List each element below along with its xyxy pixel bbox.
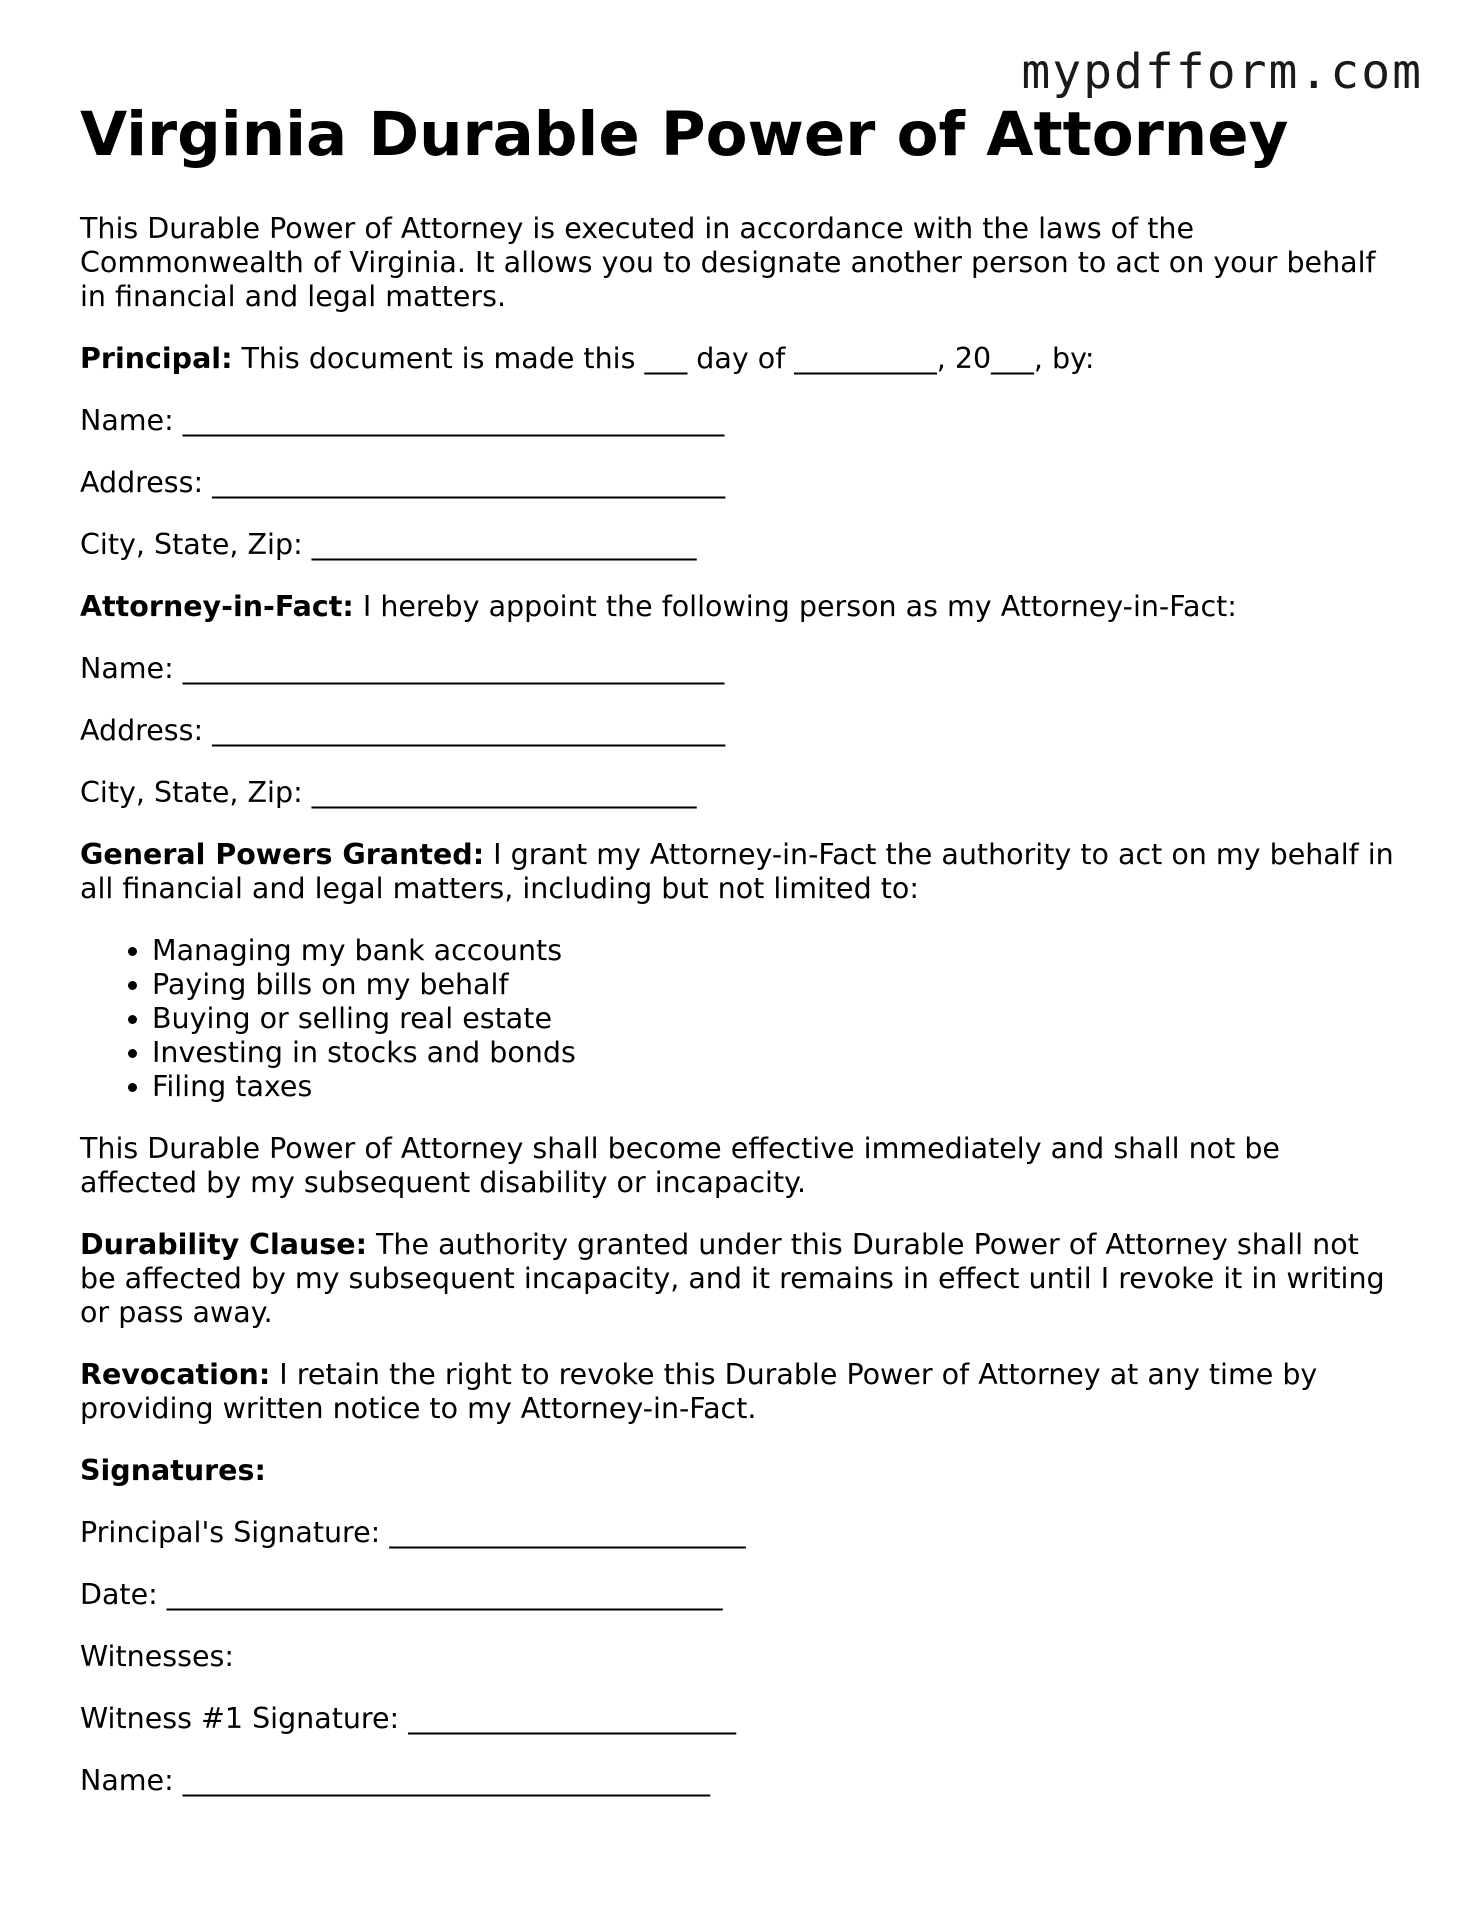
list-item: • Buying or selling real estate [152, 1002, 1400, 1036]
watermark: mypdfform.com [1021, 44, 1423, 100]
powers-label: General Powers Granted: [80, 838, 485, 872]
durability-label: Durability Clause: [80, 1228, 367, 1262]
powers-list [80, 934, 1400, 1104]
date-field[interactable]: Date: _______________________________________ [80, 1578, 723, 1612]
attorney-label: Attorney-in-Fact: [80, 590, 354, 624]
principal-city-field[interactable]: City, State, Zip: ___________________________ [80, 528, 697, 562]
principal-name-field[interactable]: Name: ______________________________________ [80, 404, 725, 438]
durability-text: The authority granted under this Durable Power of Attorney shall not be affected by my subsequent incapacity, and it remains in effect until I revoke it in writing or pass away. [80, 1228, 1385, 1330]
revocation-section [80, 1358, 1400, 1426]
attorney-text: I hereby appoint the following person as my Attorney-in-Fact: [353, 590, 1237, 624]
list-item: • Investing in stocks and bonds [152, 1036, 1400, 1070]
signatures-heading [80, 1454, 1400, 1488]
attorney-address-field[interactable]: Address: ____________________________________ [80, 714, 726, 748]
principal-signature-field[interactable]: Principal's Signature: _________________________ [80, 1516, 746, 1550]
powers-text: I grant my Attorney-in-Fact the authority to act on my behalf in all financial and legal matters, including but not limited to: [80, 838, 1394, 906]
intro-paragraph: This Durable Power of Attorney is executed in accordance with the laws of the Commonwealth of Virginia. It allows you to designate another person to act on your behalf in financial and legal matters. [80, 212, 1376, 314]
witness1-signature-field[interactable]: Witness #1 Signature: _______________________ [80, 1702, 736, 1736]
revocation-label: Revocation: [80, 1358, 271, 1392]
attorney-section [80, 590, 1400, 624]
document-page [80, 100, 1400, 1826]
list-item: • Filing taxes [152, 1070, 1400, 1104]
principal-section [80, 342, 1400, 376]
durability-section [80, 1228, 1400, 1330]
revocation-text: I retain the right to revoke this Durable Power of Attorney at any time by providing written notice to my Attorney-in-Fact. [80, 1358, 1318, 1426]
attorney-name-field[interactable]: Name: ______________________________________ [80, 652, 725, 686]
list-item: • Paying bills on my behalf [152, 968, 1400, 1002]
principal-address-field[interactable]: Address: ____________________________________ [80, 466, 726, 500]
powers-section [80, 838, 1400, 906]
attorney-city-field[interactable]: City, State, Zip: ___________________________ [80, 776, 697, 810]
witnesses-label: Witnesses: [80, 1640, 234, 1674]
list-item: • Managing my bank accounts [152, 934, 1400, 968]
page-title: Virginia Durable Power of Attorney [80, 99, 1289, 170]
principal-text: This document is made this ___ day of __________, 20___, by: [232, 342, 1095, 376]
principal-label: Principal: [80, 342, 233, 376]
signatures-label: Signatures: [80, 1454, 266, 1488]
effective-paragraph: This Durable Power of Attorney shall become effective immediately and shall not be affected by my subsequent disability or incapacity. [80, 1132, 1280, 1200]
witness1-name-field[interactable]: Name: _____________________________________ [80, 1764, 710, 1798]
